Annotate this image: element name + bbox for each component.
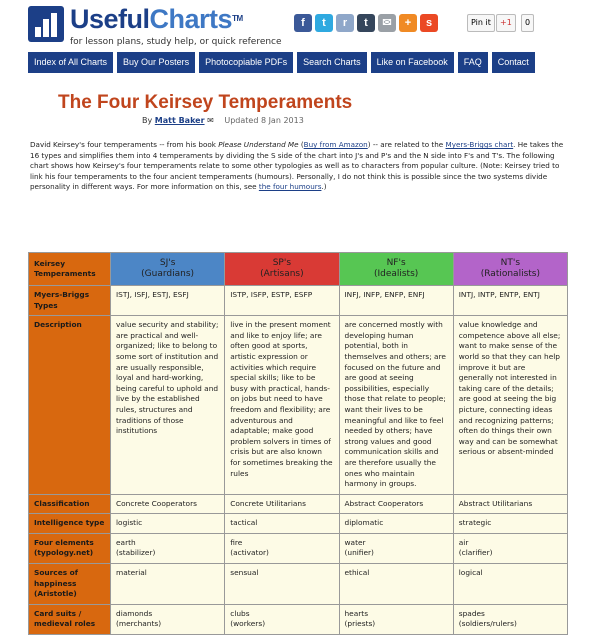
column-header-sp <box>225 253 339 286</box>
table-row <box>29 604 568 634</box>
table-cell: are concerned mostly with developing human potential, both in themselves and others; are focused on the future and are good at seeing possibilities, especially those that relate to people; want their lives to be meaningful and like to feel needed by others; have strong values and good communication skills and are therefore usually the ones who maintain harmony in groups. <box>339 316 453 495</box>
column-subtitle: (Guardians) <box>141 269 195 279</box>
table-cell: logistic <box>111 514 225 534</box>
favorite-icon[interactable]: + <box>399 14 417 32</box>
table-cell: live in the present moment and like to enjoy life; are often good at sports, artistic expression or activities which require special skills; like to be busy with practical, hands-on jobs but need to have freedom and flexibility; are adventurous and adaptable; make good problem solvers in times of crisis but are also known for sometimes breaking the rules <box>225 316 339 495</box>
twitter-icon[interactable]: t <box>315 14 333 32</box>
table-row <box>29 286 568 316</box>
logo-trademark: TM <box>232 14 243 23</box>
column-subtitle: (Rationalists) <box>480 269 540 279</box>
nav-photocopiable-pdfs[interactable]: Photocopiable PDFs <box>199 52 293 73</box>
column-header-sj <box>111 253 225 286</box>
table-cell: value knowledge and competence above all else; want to make sense of the world so that they can help improve it but are generally not interested in taking care of the details; are good at seeing the big picture, connecting ideas and recognizing patterns; often do things their own way and can be somewhat serious or absent-minded <box>453 316 567 495</box>
table-cell: air (clarifier) <box>453 533 567 563</box>
table-corner-label: Keirsey Temperaments <box>29 253 111 286</box>
main-nav <box>28 52 535 73</box>
intro-book-title: Please Understand Me <box>218 140 299 149</box>
table-cell: INFJ, INFP, ENFP, ENFJ <box>339 286 453 316</box>
table-cell: Abstract Cooperators <box>339 494 453 514</box>
facebook-icon[interactable]: f <box>294 14 312 32</box>
tumblr-icon[interactable]: t <box>357 14 375 32</box>
table-cell: ISTP, ISFP, ESTP, ESFP <box>225 286 339 316</box>
intro-text-4: . He takes the 16 types and simplifies them into 4 temperaments by dividing the S side of the chart into J's and P's and the N side into F's and T's. The following chart shows how Keirsey's four temperaments relate to some other typologies as well as to characters from popular culture. (Note: Keirsey tried to link his four temperaments to the four ancient temperaments (humours). Personally, I do not think this is possible since the two systems divide personality in different ways. For more information on this, see <box>30 140 564 192</box>
table-cell: diamonds (merchants) <box>111 604 225 634</box>
table-cell: spades (soldiers/rulers) <box>453 604 567 634</box>
four-humours-link[interactable]: the four humours <box>258 182 322 192</box>
site-header <box>0 0 600 50</box>
stumbleupon-icon[interactable]: s <box>420 14 438 32</box>
updated-date: Updated 8 Jan 2013 <box>224 116 304 125</box>
row-label: Intelligence type <box>29 514 111 534</box>
table-row <box>29 494 568 514</box>
table-cell: value security and stability; are practical and well-organized; like to belong to some sort of institution and are usually responsible, loyal and hard-working, being careful to uphold and live by the established rules, structures and traditions of those institutions <box>111 316 225 495</box>
table-body <box>29 286 568 635</box>
table-cell: Concrete Utilitarians <box>225 494 339 514</box>
table-row <box>29 533 568 563</box>
table-cell: Abstract Utilitarians <box>453 494 567 514</box>
table-cell: water (unifier) <box>339 533 453 563</box>
row-label: Myers-Briggs Types <box>29 286 111 316</box>
byline <box>142 116 304 125</box>
table-cell: tactical <box>225 514 339 534</box>
email-author-icon[interactable]: ✉ <box>207 116 214 125</box>
table-cell: diplomatic <box>339 514 453 534</box>
intro-text-2: ( <box>298 140 304 149</box>
nav-faq[interactable]: FAQ <box>458 52 488 73</box>
share-buttons <box>294 14 438 32</box>
myers-briggs-chart-link[interactable]: Myers-Briggs chart <box>445 140 514 149</box>
site-logo[interactable] <box>70 4 243 34</box>
row-label: Classification <box>29 494 111 514</box>
column-name: SJ's <box>159 258 176 268</box>
buy-from-amazon-link[interactable]: Buy from Amazon <box>303 140 368 149</box>
table-header-row <box>29 253 568 286</box>
nav-contact[interactable]: Contact <box>492 52 535 73</box>
table-row <box>29 514 568 534</box>
column-subtitle: (Idealists) <box>373 269 419 279</box>
table-cell: clubs (workers) <box>225 604 339 634</box>
table-cell: strategic <box>453 514 567 534</box>
column-header-nf <box>339 253 453 286</box>
intro-paragraph <box>30 140 570 193</box>
table-row <box>29 316 568 495</box>
table-cell: INTJ, INTP, ENTP, ENTJ <box>453 286 567 316</box>
table-cell: earth (stabilizer) <box>111 533 225 563</box>
logo-useful: Useful <box>70 4 150 34</box>
intro-text-1: David Keirsey's four temperaments -- from his book <box>30 140 219 149</box>
table-cell: Concrete Cooperators <box>111 494 225 514</box>
row-label: Description <box>29 316 111 495</box>
nav-search-charts[interactable]: Search Charts <box>297 52 367 73</box>
intro-text-3: ) -- are related to the <box>367 140 446 149</box>
site-tagline: for lesson plans, study help, or quick reference <box>70 37 282 47</box>
column-header-nt <box>453 253 567 286</box>
google-plus-count: 0 <box>521 14 534 32</box>
row-label: Four elements (typology.net) <box>29 533 111 563</box>
table-cell: ISTJ, ISFJ, ESTJ, ESFJ <box>111 286 225 316</box>
row-label: Sources of happiness (Aristotle) <box>29 564 111 605</box>
nav-like-on-facebook[interactable]: Like on Facebook <box>371 52 454 73</box>
logo-icon[interactable] <box>28 6 64 42</box>
table-cell: ethical <box>339 564 453 605</box>
author-link[interactable]: Matt Baker <box>154 116 205 125</box>
logo-charts: Charts <box>149 4 233 34</box>
table-cell: material <box>111 564 225 605</box>
column-name: SP's <box>272 258 292 268</box>
table-cell: fire (activator) <box>225 533 339 563</box>
email-icon[interactable]: ✉ <box>378 14 396 32</box>
reddit-icon[interactable]: r <box>336 14 354 32</box>
temperaments-table <box>28 252 568 635</box>
page-title: The Four Keirsey Temperaments <box>58 92 353 113</box>
row-label: Card suits / medieval roles <box>29 604 111 634</box>
google-plus-button[interactable]: +1 <box>496 14 516 32</box>
nav-buy-our-posters[interactable]: Buy Our Posters <box>117 52 195 73</box>
nav-index-of-all-charts[interactable]: Index of All Charts <box>28 52 113 73</box>
table-row <box>29 564 568 605</box>
column-name: NF's <box>386 258 406 268</box>
intro-text-5: .) <box>321 182 327 192</box>
column-subtitle: (Artisans) <box>260 269 304 279</box>
byline-by: By <box>142 116 153 125</box>
pin-it-button[interactable]: Pin it <box>467 14 495 32</box>
table-cell: hearts (priests) <box>339 604 453 634</box>
table-cell: sensual <box>225 564 339 605</box>
table-cell: logical <box>453 564 567 605</box>
column-name: NT's <box>500 258 521 268</box>
